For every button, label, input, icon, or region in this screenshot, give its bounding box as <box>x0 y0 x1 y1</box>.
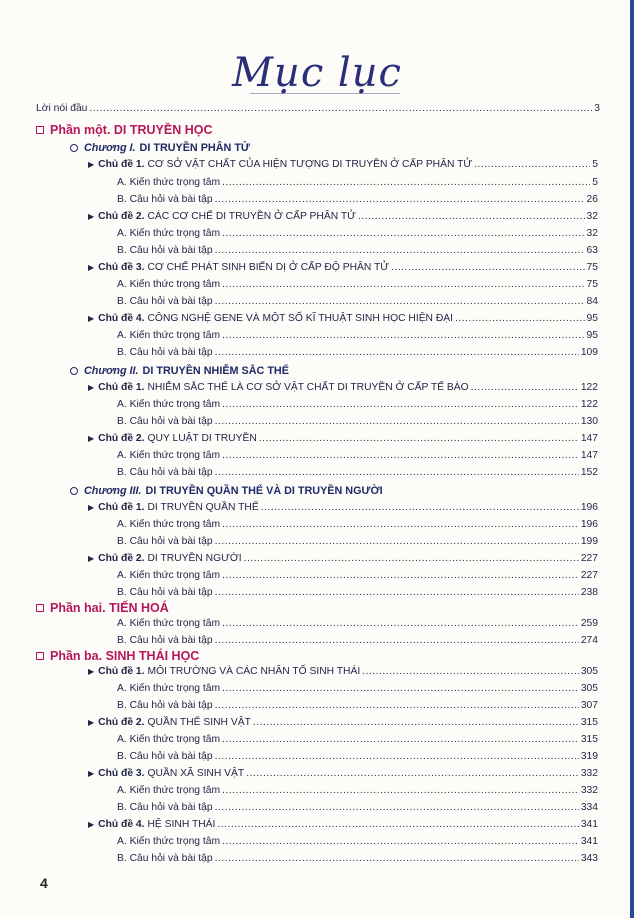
toc-subitem[interactable] <box>117 852 598 866</box>
toc-topic[interactable] <box>88 665 598 679</box>
topic-title: CƠ CHẾ PHÁT SINH BIẾN DỊ Ở CẤP ĐỘ PHÂN TỬ <box>147 262 390 273</box>
toc-label: B. Câu hỏi và bài tập <box>117 635 213 646</box>
toc-label: B. Câu hỏi và bài tập <box>117 802 213 813</box>
toc-page-number: 196 <box>580 502 598 513</box>
topic-title: QUẦN XÃ SINH VẬT <box>147 768 245 779</box>
leader-dots <box>253 716 579 730</box>
leader-dots <box>358 210 585 224</box>
toc-page-number: 307 <box>580 700 598 711</box>
toc-subitem[interactable] <box>117 801 598 815</box>
toc-subitem[interactable] <box>117 227 598 241</box>
leader-dots <box>222 835 579 849</box>
leader-dots <box>246 767 579 781</box>
toc-page-number: 109 <box>580 347 598 358</box>
toc-subitem[interactable] <box>117 634 598 648</box>
topic-title: MÔI TRƯỜNG VÀ CÁC NHÂN TỐ SINH THÁI <box>147 666 361 677</box>
topic-label: Chủ đề 2. <box>98 553 145 564</box>
toc-topic[interactable] <box>88 818 598 832</box>
toc-page-number: 334 <box>580 802 598 813</box>
toc-page-number: 332 <box>580 785 598 796</box>
leader-dots <box>215 586 579 600</box>
leader-dots <box>89 102 592 116</box>
toc-subitem[interactable] <box>117 193 598 207</box>
leader-dots <box>259 432 579 446</box>
toc-subitem[interactable] <box>117 733 598 747</box>
toc-page-number: 32 <box>586 228 598 239</box>
toc-label: A. Kiến thức trọng tâm <box>117 836 221 847</box>
part-title: Phần hai. TIẾN HOÁ <box>50 601 169 615</box>
leader-dots <box>455 312 585 326</box>
toc-subitem[interactable] <box>117 346 598 360</box>
topic-label: Chủ đề 2. <box>98 717 145 728</box>
triangle-right-icon: ▶ <box>88 503 95 512</box>
leader-dots <box>215 750 579 764</box>
leader-dots <box>215 699 579 713</box>
topic-label: Chủ đề 1. <box>98 666 145 677</box>
toc-topic[interactable] <box>88 501 598 515</box>
toc-page-number: 305 <box>580 683 598 694</box>
topic-title: CÔNG NGHỆ GENE VÀ MỘT SỐ KĨ THUẬT SINH HỌC HIỆN ĐẠI <box>147 313 454 324</box>
topic-label: Chủ đề 1. <box>98 382 145 393</box>
toc-subitem[interactable] <box>117 415 598 429</box>
toc-topic[interactable] <box>88 312 598 326</box>
toc-subitem[interactable] <box>117 569 598 583</box>
title-underline <box>250 93 400 94</box>
leader-dots <box>217 818 578 832</box>
circle-bullet-icon <box>70 144 78 152</box>
topic-label: Chủ đề 1. <box>98 502 145 513</box>
toc-subitem[interactable] <box>117 699 598 713</box>
toc-label: B. Câu hỏi và bài tập <box>117 194 213 205</box>
toc-page-number: 341 <box>580 836 598 847</box>
topic-label: Chủ đề 1. <box>98 159 145 170</box>
leader-dots <box>391 261 584 275</box>
toc-page-number: 199 <box>580 536 598 547</box>
triangle-right-icon: ▶ <box>88 160 95 169</box>
leader-dots <box>222 329 584 343</box>
leader-dots <box>222 398 579 412</box>
toc-label: B. Câu hỏi và bài tập <box>117 296 213 307</box>
toc-page-number: 75 <box>586 262 598 273</box>
toc-subitem[interactable] <box>117 518 598 532</box>
toc-label: A. Kiến thức trọng tâm <box>117 279 221 290</box>
toc-topic[interactable] <box>88 158 598 172</box>
toc-label: B. Câu hỏi và bài tập <box>117 245 213 256</box>
toc-subitem[interactable] <box>117 244 598 258</box>
toc-subitem[interactable] <box>117 835 598 849</box>
toc-page-number: 122 <box>580 399 598 410</box>
topic-title: HỆ SINH THÁI <box>147 819 216 830</box>
triangle-right-icon: ▶ <box>88 314 95 323</box>
toc-topic[interactable] <box>88 261 598 275</box>
leader-dots <box>474 158 590 172</box>
toc-label: B. Câu hỏi và bài tập <box>117 467 213 478</box>
toc-page-number: 305 <box>580 666 598 677</box>
toc-label: A. Kiến thức trọng tâm <box>117 399 221 410</box>
toc-topic[interactable] <box>88 210 598 224</box>
toc-label: A. Kiến thức trọng tâm <box>117 570 221 581</box>
toc-page-number: 343 <box>580 853 598 864</box>
toc-topic[interactable] <box>88 716 598 730</box>
part-heading[interactable] <box>36 122 213 138</box>
toc-page-number: 259 <box>580 618 598 629</box>
toc-page-number: 84 <box>586 296 598 307</box>
leader-dots <box>222 617 579 631</box>
toc-page-number: 3 <box>594 103 600 114</box>
toc-subitem[interactable] <box>117 535 598 549</box>
toc-label: Lời nói đầu <box>36 103 88 114</box>
toc-page-number: 95 <box>586 313 598 324</box>
square-bullet-icon <box>36 652 44 660</box>
chapter-heading[interactable] <box>70 483 383 498</box>
toc-label: A. Kiến thức trọng tâm <box>117 519 221 530</box>
toc-subitem[interactable] <box>117 586 598 600</box>
triangle-right-icon: ▶ <box>88 212 95 221</box>
toc-label: A. Kiến thức trọng tâm <box>117 228 221 239</box>
leader-dots <box>215 852 579 866</box>
leader-dots <box>215 244 585 258</box>
toc-subitem[interactable] <box>117 449 598 463</box>
circle-bullet-icon <box>70 367 78 375</box>
leader-dots <box>222 733 579 747</box>
toc-topic[interactable] <box>88 432 598 446</box>
leader-dots <box>215 535 579 549</box>
toc-page-number: 5 <box>592 159 598 170</box>
toc-page-number: 341 <box>580 819 598 830</box>
topic-title: DI TRUYỀN NGƯỜI <box>147 553 242 564</box>
topic-title: NHIỄM SẮC THỂ LÀ CƠ SỞ VẬT CHẤT DI TRUYỀN Ở CẤP TẾ BÀO <box>147 382 469 393</box>
topic-title: QUẦN THỂ SINH VẬT <box>147 717 251 728</box>
leader-dots <box>222 569 579 583</box>
triangle-right-icon: ▶ <box>88 383 95 392</box>
toc-page-number: 332 <box>580 768 598 779</box>
toc-page-number: 63 <box>586 245 598 256</box>
topic-label: Chủ đề 2. <box>98 211 145 222</box>
chapter-title: DI TRUYỀN NHIỄM SẮC THỂ <box>142 364 289 377</box>
toc-label: A. Kiến thức trọng tâm <box>117 785 221 796</box>
toc-label: B. Câu hỏi và bài tập <box>117 587 213 598</box>
toc-subitem[interactable] <box>117 682 598 696</box>
leader-dots <box>215 193 585 207</box>
leader-dots <box>215 295 585 309</box>
toc-page-number: 5 <box>592 177 598 188</box>
chapter-prefix: Chương II. <box>84 364 139 377</box>
topic-label: Chủ đề 4. <box>98 819 145 830</box>
toc-subitem[interactable] <box>117 398 598 412</box>
toc-label: B. Câu hỏi và bài tập <box>117 536 213 547</box>
leader-dots <box>215 466 579 480</box>
topic-label: Chủ đề 3. <box>98 262 145 273</box>
leader-dots <box>222 682 579 696</box>
toc-page-number: 274 <box>580 635 598 646</box>
leader-dots <box>215 801 579 815</box>
triangle-right-icon: ▶ <box>88 769 95 778</box>
toc-page-number: 238 <box>580 587 598 598</box>
part-heading[interactable] <box>36 648 199 664</box>
leader-dots <box>222 176 590 190</box>
leader-dots <box>362 665 579 679</box>
triangle-right-icon: ▶ <box>88 667 95 676</box>
toc-page-number: 315 <box>580 717 598 728</box>
toc-page-number: 26 <box>586 194 598 205</box>
part-title: Phần ba. SINH THÁI HỌC <box>50 649 200 663</box>
topic-label: Chủ đề 2. <box>98 433 145 444</box>
toc-subitem[interactable] <box>117 295 598 309</box>
chapter-prefix: Chương III. <box>84 484 142 497</box>
part-heading[interactable] <box>36 600 169 616</box>
leader-dots <box>215 415 579 429</box>
chapter-title: DI TRUYỀN PHÂN TỬ <box>139 141 250 154</box>
toc-page-number: 147 <box>580 433 598 444</box>
leader-dots <box>261 501 579 515</box>
toc-label: B. Câu hỏi và bài tập <box>117 347 213 358</box>
toc-subitem[interactable] <box>117 750 598 764</box>
toc-page-number: 196 <box>580 519 598 530</box>
toc-subitem[interactable] <box>117 466 598 480</box>
toc-page-number: 152 <box>580 467 598 478</box>
triangle-right-icon: ▶ <box>88 434 95 443</box>
toc-label: A. Kiến thức trọng tâm <box>117 683 221 694</box>
toc-label: A. Kiến thức trọng tâm <box>117 450 221 461</box>
toc-topic[interactable] <box>88 767 598 781</box>
leader-dots <box>222 227 584 241</box>
toc-subitem[interactable] <box>117 176 598 190</box>
triangle-right-icon: ▶ <box>88 263 95 272</box>
toc-page-number: 95 <box>586 330 598 341</box>
toc-page-number: 319 <box>580 751 598 762</box>
toc-page-number: 227 <box>580 570 598 581</box>
toc-page-number: 122 <box>580 382 598 393</box>
leader-dots <box>215 346 579 360</box>
square-bullet-icon <box>36 126 44 134</box>
toc-page-number: 75 <box>586 279 598 290</box>
topic-title: CƠ SỞ VẬT CHẤT CỦA HIỆN TƯỢNG DI TRUYỀN Ở CẤP PHÂN TỬ <box>147 159 473 170</box>
toc-intro[interactable] <box>36 102 600 116</box>
toc-label: B. Câu hỏi và bài tập <box>117 853 213 864</box>
triangle-right-icon: ▶ <box>88 718 95 727</box>
topic-label: Chủ đề 4. <box>98 313 145 324</box>
toc-subitem[interactable] <box>117 617 598 631</box>
leader-dots <box>244 552 579 566</box>
toc-topic[interactable] <box>88 552 598 566</box>
leader-dots <box>222 278 584 292</box>
leader-dots <box>222 518 579 532</box>
toc-page-number: 130 <box>580 416 598 427</box>
leader-dots <box>222 449 579 463</box>
square-bullet-icon <box>36 604 44 612</box>
toc-label: B. Câu hỏi và bài tập <box>117 700 213 711</box>
topic-title: QUY LUẬT DI TRUYỀN <box>147 433 257 444</box>
circle-bullet-icon <box>70 487 78 495</box>
toc-label: B. Câu hỏi và bài tập <box>117 416 213 427</box>
toc-label: A. Kiến thức trọng tâm <box>117 618 221 629</box>
leader-dots <box>471 381 579 395</box>
leader-dots <box>215 634 579 648</box>
toc-page-number: 32 <box>586 211 598 222</box>
topic-title: DI TRUYỀN QUẦN THỂ <box>147 502 259 513</box>
toc-label: A. Kiến thức trọng tâm <box>117 177 221 188</box>
triangle-right-icon: ▶ <box>88 820 95 829</box>
chapter-heading[interactable] <box>70 363 289 378</box>
triangle-right-icon: ▶ <box>88 554 95 563</box>
toc-label: A. Kiến thức trọng tâm <box>117 330 221 341</box>
page-title: Mục lục <box>232 50 402 96</box>
topic-title: CÁC CƠ CHẾ DI TRUYỀN Ở CẤP PHÂN TỬ <box>147 211 356 222</box>
leader-dots <box>222 784 579 798</box>
chapter-heading[interactable] <box>70 140 250 155</box>
toc-subitem[interactable] <box>117 278 598 292</box>
part-title: Phần một. DI TRUYỀN HỌC <box>50 123 213 137</box>
toc-subitem[interactable] <box>117 329 598 343</box>
chapter-prefix: Chương I. <box>84 141 136 154</box>
toc-page-number: 315 <box>580 734 598 745</box>
toc-label: A. Kiến thức trọng tâm <box>117 734 221 745</box>
toc-label: B. Câu hỏi và bài tập <box>117 751 213 762</box>
toc-page-number: 227 <box>580 553 598 564</box>
toc-subitem[interactable] <box>117 784 598 798</box>
chapter-title: DI TRUYỀN QUẦN THỂ VÀ DI TRUYỀN NGƯỜI <box>145 484 383 497</box>
toc-page-number: 147 <box>580 450 598 461</box>
page-edge-strip <box>630 0 634 918</box>
toc-topic[interactable] <box>88 381 598 395</box>
page-number: 4 <box>40 875 48 891</box>
topic-label: Chủ đề 3. <box>98 768 145 779</box>
